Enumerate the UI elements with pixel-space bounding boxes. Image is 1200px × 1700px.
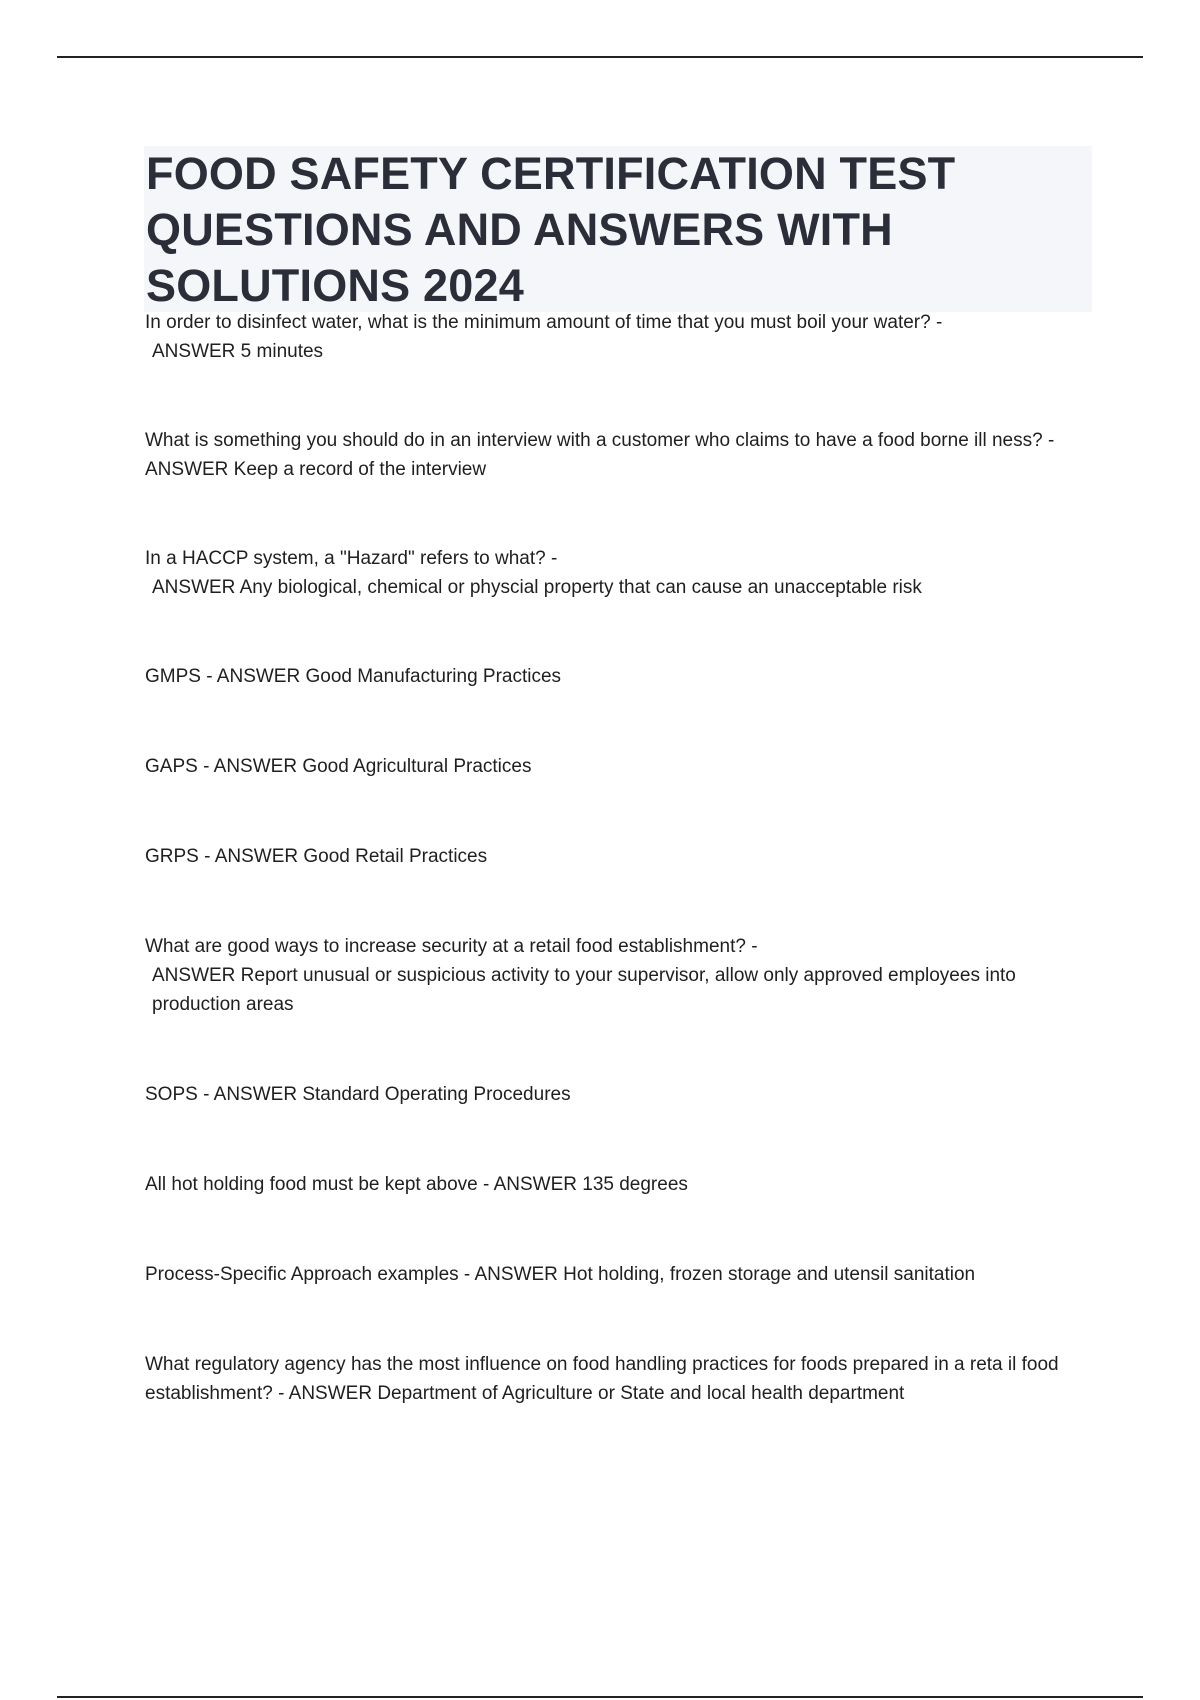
question-text: In a HACCP system, a "Hazard" refers to what? - bbox=[145, 548, 558, 569]
qa-item bbox=[145, 932, 1095, 1019]
question-text: In order to disinfect water, what is the minimum amount of time that you must boil your water? - bbox=[145, 312, 943, 333]
question-text: All hot holding food must be kept above - bbox=[145, 1174, 490, 1195]
qa-item bbox=[145, 1080, 1095, 1109]
question-text: GAPS - bbox=[145, 756, 210, 777]
answer-text: ANSWER 135 degrees bbox=[493, 1174, 688, 1195]
qa-item bbox=[145, 1260, 1095, 1289]
answer-text: ANSWER Good Agricultural Practices bbox=[213, 756, 532, 777]
qa-item bbox=[145, 1350, 1095, 1408]
top-divider bbox=[57, 56, 1143, 58]
question-text: GRPS - bbox=[145, 846, 211, 867]
answer-text: ANSWER Standard Operating Procedures bbox=[213, 1084, 571, 1105]
document-title: FOOD SAFETY CERTIFICATION TEST QUESTIONS AND ANSWERS WITH SOLUTIONS 2024 bbox=[146, 148, 956, 311]
answer-text: ANSWER Good Retail Practices bbox=[214, 846, 488, 867]
answer-text: ANSWER Keep a record of the interview bbox=[145, 459, 487, 480]
qa-item bbox=[145, 752, 1095, 781]
question-text: SOPS - bbox=[145, 1084, 210, 1105]
qa-item bbox=[145, 544, 1095, 602]
title-block bbox=[144, 146, 1092, 312]
bottom-divider bbox=[57, 1696, 1143, 1698]
answer-text: ANSWER Any biological, chemical or physcial property that can cause an unacceptable risk bbox=[152, 577, 922, 598]
qa-item bbox=[145, 308, 1095, 366]
qa-item bbox=[145, 662, 1095, 691]
question-text: GMPS - bbox=[145, 666, 213, 687]
answer-text: ANSWER 5 minutes bbox=[152, 341, 324, 362]
answer-text: ANSWER Hot holding, frozen storage and utensil sanitation bbox=[474, 1264, 976, 1285]
question-text: What is something you should do in an interview with a customer who claims to have a food borne ill ness? - bbox=[145, 430, 1055, 451]
question-text: Process-Specific Approach examples - bbox=[145, 1264, 471, 1285]
qa-item bbox=[145, 842, 1095, 871]
question-text: What are good ways to increase security at a retail food establishment? - bbox=[145, 936, 758, 957]
answer-text: ANSWER Good Manufacturing Practices bbox=[216, 666, 562, 687]
answer-text: ANSWER Report unusual or suspicious activity to your supervisor, allow only approved employees into production areas bbox=[152, 965, 1016, 1015]
answer-text: ANSWER Department of Agriculture or State and local health department bbox=[288, 1383, 905, 1404]
question-text: What regulatory agency has the most influence on food handling practices for foods prepared in a reta il food establishment? - bbox=[145, 1354, 1059, 1404]
qa-item bbox=[145, 426, 1095, 484]
qa-list bbox=[145, 308, 1095, 1408]
qa-item bbox=[145, 1170, 1095, 1199]
